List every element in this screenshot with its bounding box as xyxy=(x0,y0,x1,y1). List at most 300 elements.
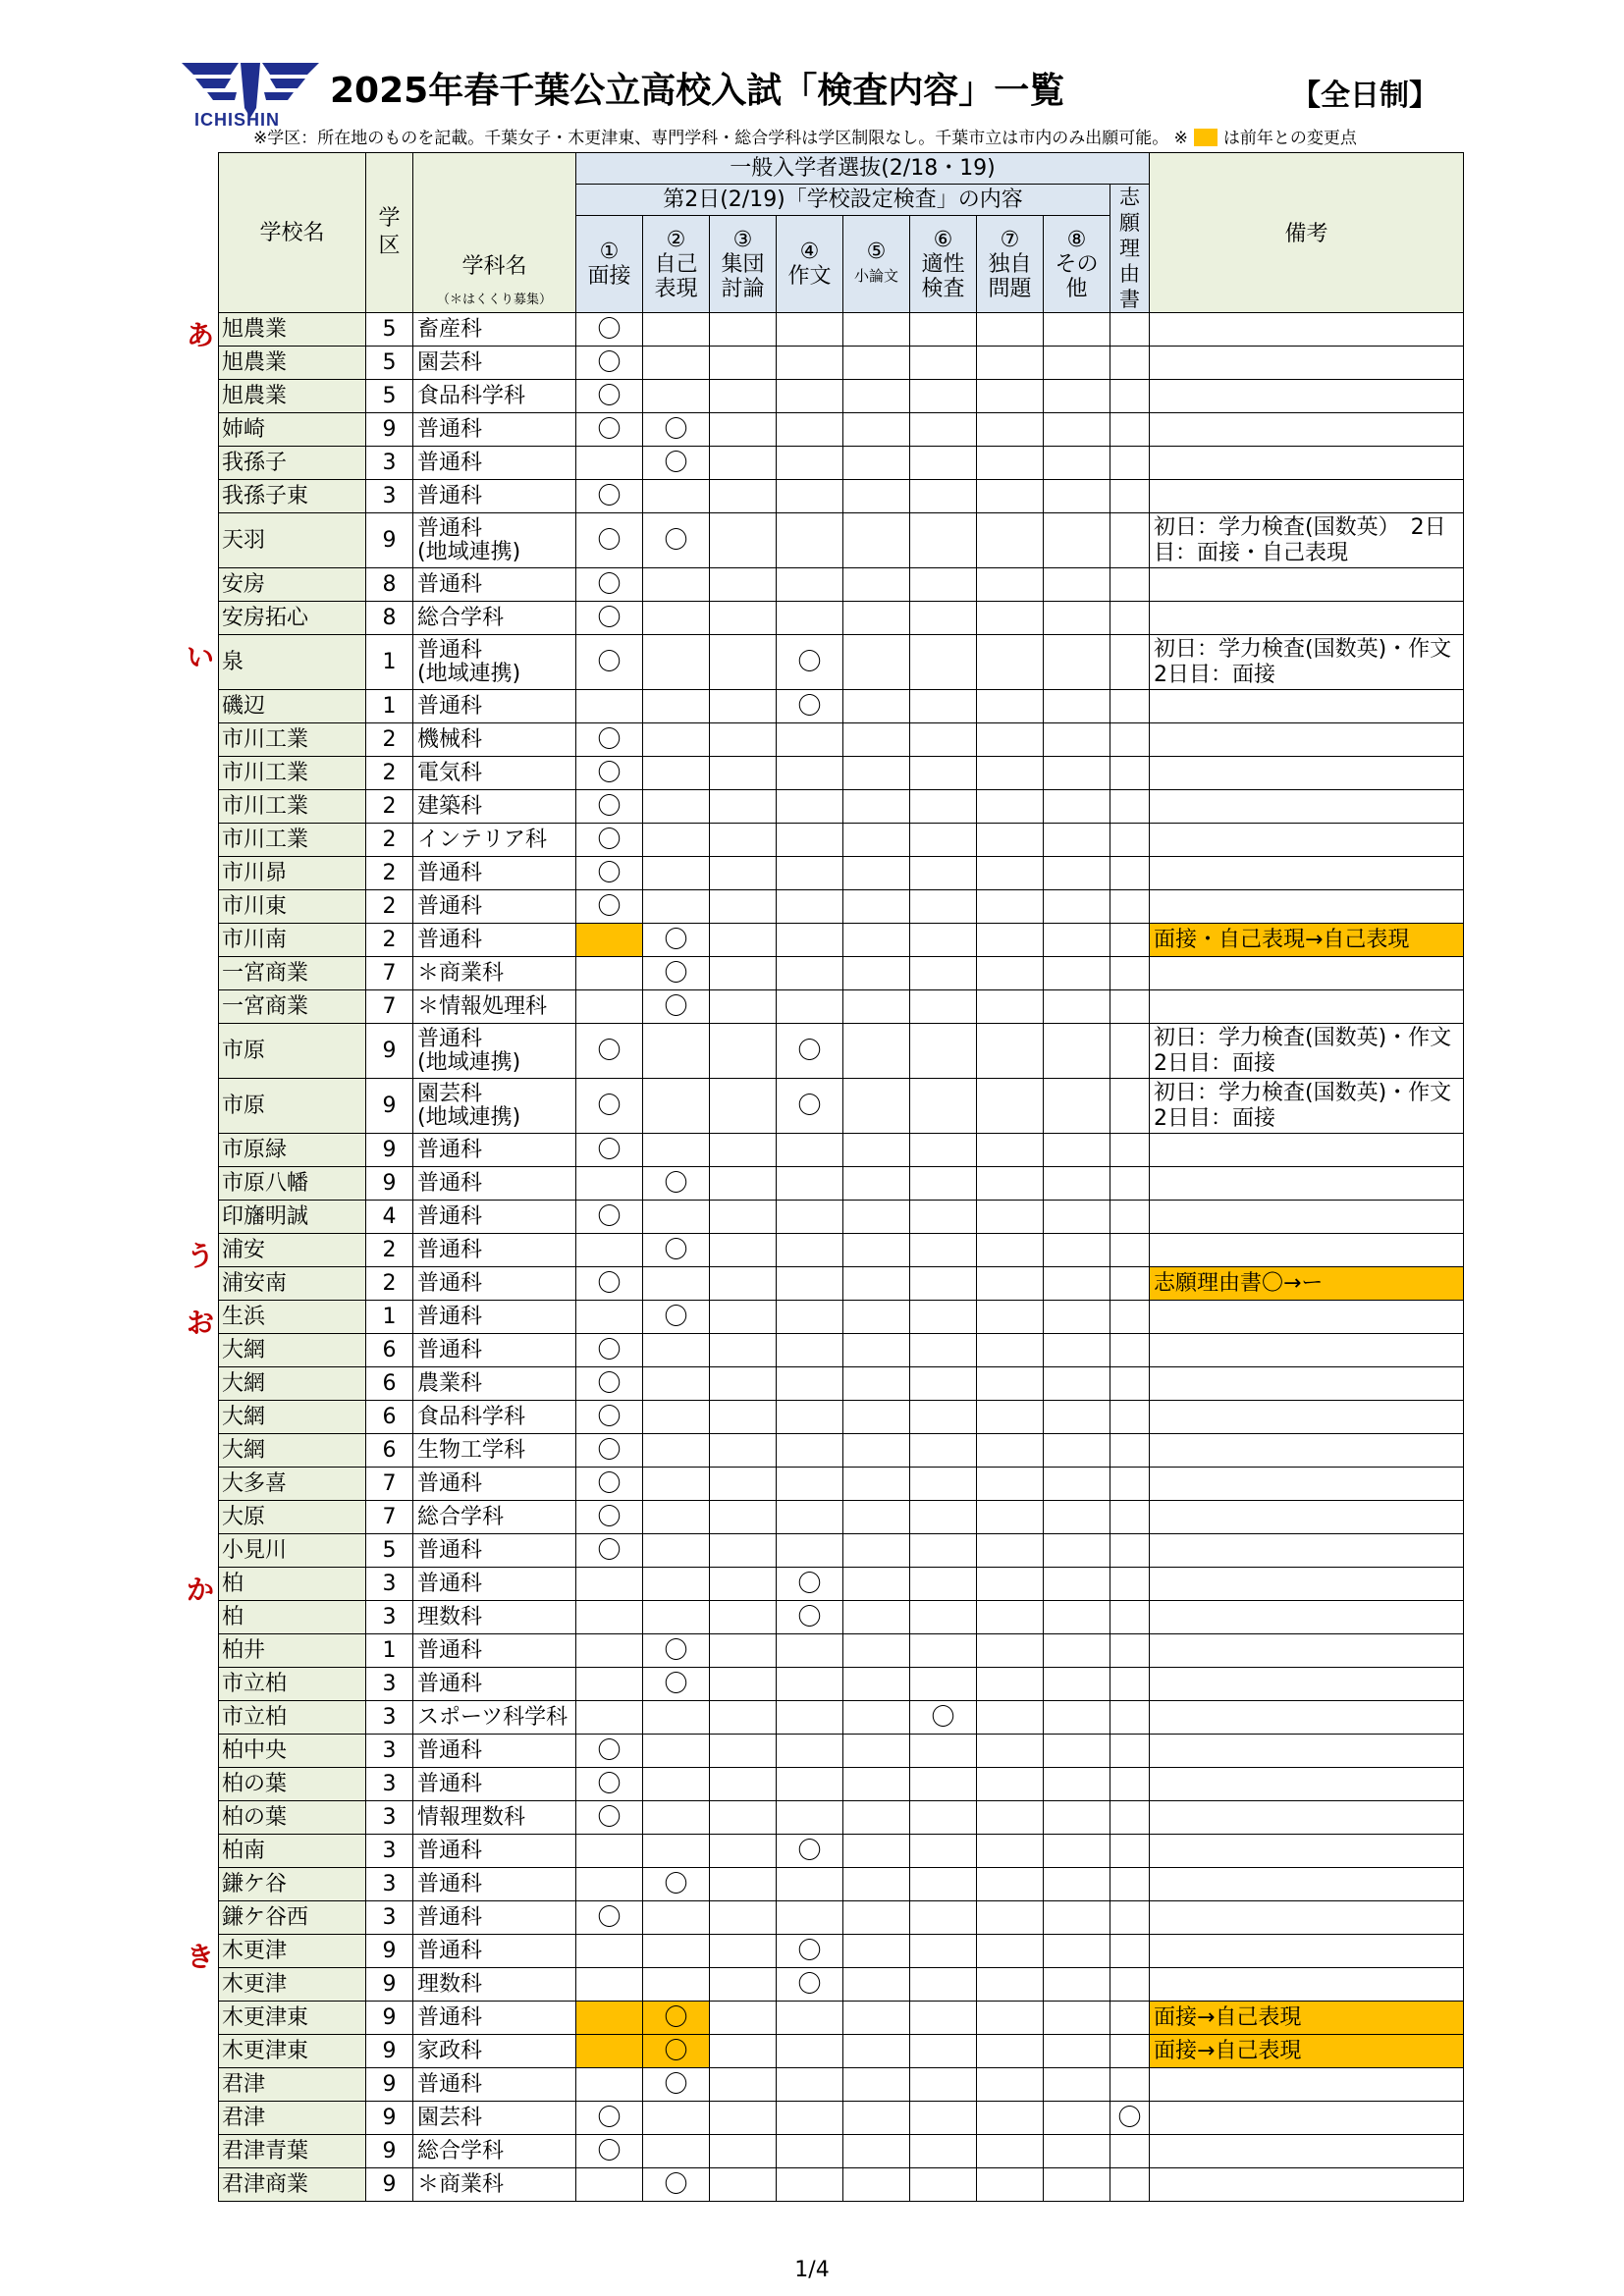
check-cell-7 xyxy=(977,1167,1044,1201)
check-cell-6 xyxy=(910,1801,977,1835)
remark-cell xyxy=(1150,1501,1464,1534)
check-cell-5 xyxy=(843,790,910,824)
dept-name xyxy=(413,347,576,380)
check-cell-1 xyxy=(576,1634,643,1668)
check-cell-3 xyxy=(710,1668,777,1701)
check-mark: 〇 xyxy=(597,1369,622,1397)
check-cell-8 xyxy=(1044,957,1110,990)
check-cell-3 xyxy=(710,1501,777,1534)
reason-cell xyxy=(1110,2168,1150,2202)
note-suffix: は前年との変更点 xyxy=(1222,129,1357,148)
district: 2 xyxy=(366,1234,413,1267)
dept-main: 普通科 xyxy=(417,484,483,508)
dept-main: 普通科 xyxy=(417,1772,483,1796)
district: 3 xyxy=(366,1868,413,1901)
check-cell-5 xyxy=(843,2135,910,2168)
check-mark: 〇 xyxy=(664,992,688,1020)
check-cell-8 xyxy=(1044,1468,1110,1501)
reason-cell xyxy=(1110,1234,1150,1267)
check-cell-4 xyxy=(777,1835,843,1868)
check-cell-1 xyxy=(576,690,643,723)
kana-section-label: き xyxy=(187,1940,215,1973)
school-name: 木更津 xyxy=(219,1968,366,2002)
check-cell-4 xyxy=(777,1968,843,2002)
check-cell-4 xyxy=(777,924,843,957)
check-cell-3 xyxy=(710,1735,777,1768)
check-cell-4 xyxy=(777,857,843,890)
reason-cell xyxy=(1110,347,1150,380)
check-cell-6 xyxy=(910,757,977,790)
check-cell-6 xyxy=(910,790,977,824)
remark-cell: 面接→自己表現 xyxy=(1150,2035,1464,2068)
check-mark: 〇 xyxy=(597,1336,622,1363)
table-row xyxy=(219,1768,1464,1801)
dept-main: 普通科 xyxy=(417,515,483,541)
school-name: 大原 xyxy=(219,1501,366,1534)
district: 9 xyxy=(366,2035,413,2068)
check-cell-3 xyxy=(710,757,777,790)
dept-main: 普通科 xyxy=(417,1204,483,1229)
check-cell-7 xyxy=(977,347,1044,380)
check-cell-7 xyxy=(977,1568,1044,1601)
check-mark: 〇 xyxy=(664,415,688,443)
highlight-swatch xyxy=(1194,129,1218,146)
check-cell-6 xyxy=(910,2168,977,2202)
school-name: 市川東 xyxy=(219,890,366,924)
check-cell-7 xyxy=(977,890,1044,924)
check-cell-1 xyxy=(576,790,643,824)
check-cell-5 xyxy=(843,1301,910,1334)
check-cell-8 xyxy=(1044,1301,1110,1334)
check-cell-6 xyxy=(910,1401,977,1434)
header-district: 学区 xyxy=(366,153,413,313)
check-cell-1 xyxy=(576,1534,643,1568)
district: 2 xyxy=(366,890,413,924)
remark-cell xyxy=(1150,757,1464,790)
remark-cell: 面接→自己表現 xyxy=(1150,2002,1464,2035)
header-c6: ⑥ 適性検査 xyxy=(910,216,977,313)
dept-main: 普通科 xyxy=(417,1338,483,1362)
reason-cell xyxy=(1110,990,1150,1024)
dept-sub: (地域連携) xyxy=(417,1104,521,1130)
table-row xyxy=(219,2068,1464,2102)
table-row xyxy=(219,1634,1464,1668)
district: 1 xyxy=(366,1301,413,1334)
check-cell-7 xyxy=(977,1134,1044,1167)
district: 9 xyxy=(366,1079,413,1134)
dept-name xyxy=(413,2035,576,2068)
check-cell-1 xyxy=(576,1801,643,1835)
check-cell-5 xyxy=(843,1234,910,1267)
check-cell-4 xyxy=(777,568,843,602)
school-name: 小見川 xyxy=(219,1534,366,1568)
check-cell-1 xyxy=(576,1935,643,1968)
check-cell-5 xyxy=(843,1267,910,1301)
check-cell-3 xyxy=(710,2068,777,2102)
dept-name xyxy=(413,924,576,957)
dept-name xyxy=(413,1501,576,1534)
table-row xyxy=(219,1935,1464,1968)
check-cell-3 xyxy=(710,1468,777,1501)
check-cell-3 xyxy=(710,313,777,347)
check-cell-6 xyxy=(910,1701,977,1735)
check-mark: 〇 xyxy=(597,1736,622,1764)
header-c4: ④ 作文 xyxy=(777,216,843,313)
remark-cell xyxy=(1150,602,1464,635)
check-cell-3 xyxy=(710,602,777,635)
check-cell-4 xyxy=(777,2102,843,2135)
check-cell-4 xyxy=(777,1024,843,1079)
table-row xyxy=(219,723,1464,757)
check-cell-5 xyxy=(843,1367,910,1401)
table-row xyxy=(219,1334,1464,1367)
check-cell-1 xyxy=(576,1901,643,1935)
check-cell-5 xyxy=(843,1601,910,1634)
header-c3: ③ 集団討論 xyxy=(710,216,777,313)
district: 2 xyxy=(366,723,413,757)
dept-main: 普通科 xyxy=(417,1672,483,1696)
check-cell-4 xyxy=(777,1534,843,1568)
check-cell-8 xyxy=(1044,447,1110,480)
dept-name xyxy=(413,1768,576,1801)
check-cell-3 xyxy=(710,857,777,890)
check-cell-3 xyxy=(710,1234,777,1267)
check-cell-3 xyxy=(710,413,777,447)
reason-cell xyxy=(1110,1768,1150,1801)
check-mark: 〇 xyxy=(797,1837,822,1864)
check-mark: 〇 xyxy=(931,1703,955,1731)
school-name: 市原 xyxy=(219,1079,366,1134)
check-cell-6 xyxy=(910,602,977,635)
check-cell-7 xyxy=(977,1634,1044,1668)
check-cell-7 xyxy=(977,568,1044,602)
dept-main: 園芸科 xyxy=(417,1081,483,1106)
dept-name xyxy=(413,1735,576,1768)
dept-name xyxy=(413,1568,576,1601)
school-name: 鎌ケ谷西 xyxy=(219,1901,366,1935)
check-cell-6 xyxy=(910,1468,977,1501)
table-row xyxy=(219,1868,1464,1901)
check-mark: 〇 xyxy=(664,2003,688,2031)
check-mark: 〇 xyxy=(797,692,822,720)
district: 8 xyxy=(366,568,413,602)
check-cell-2 xyxy=(643,1267,710,1301)
table-row xyxy=(219,2102,1464,2135)
check-cell-2 xyxy=(643,1234,710,1267)
check-cell-4 xyxy=(777,690,843,723)
dept-main: 普通科 xyxy=(417,861,483,885)
kana-section-label: あ xyxy=(187,318,215,351)
check-cell-3 xyxy=(710,1367,777,1401)
check-mark: 〇 xyxy=(597,415,622,443)
check-mark: 〇 xyxy=(664,2037,688,2064)
remark-cell: 初日：学力検査(国数英)・作文 2日目：面接 xyxy=(1150,1024,1464,1079)
check-cell-1 xyxy=(576,347,643,380)
check-mark: 〇 xyxy=(664,1303,688,1330)
dept-name xyxy=(413,2002,576,2035)
district: 3 xyxy=(366,1801,413,1835)
school-name: 浦安 xyxy=(219,1234,366,1267)
check-cell-7 xyxy=(977,2135,1044,2168)
check-cell-3 xyxy=(710,1534,777,1568)
check-cell-4 xyxy=(777,1134,843,1167)
remark-cell xyxy=(1150,1968,1464,2002)
check-cell-8 xyxy=(1044,1735,1110,1768)
check-cell-3 xyxy=(710,1401,777,1434)
check-mark: 〇 xyxy=(797,1970,822,1998)
dept-main: 普通科 xyxy=(417,928,483,952)
dept-main: 普通科 xyxy=(417,1271,483,1296)
check-cell-3 xyxy=(710,1334,777,1367)
dept-main: 生物工学科 xyxy=(417,1438,526,1463)
check-cell-6 xyxy=(910,635,977,690)
check-cell-8 xyxy=(1044,1267,1110,1301)
school-name: 木更津 xyxy=(219,1935,366,1968)
dept-main: 情報理数科 xyxy=(417,1805,526,1830)
check-cell-1 xyxy=(576,1367,643,1401)
check-cell-4 xyxy=(777,1768,843,1801)
check-cell-3 xyxy=(710,1634,777,1668)
reason-cell xyxy=(1110,1267,1150,1301)
table-row xyxy=(219,380,1464,413)
remark-cell xyxy=(1150,1568,1464,1601)
reason-cell xyxy=(1110,313,1150,347)
check-cell-4 xyxy=(777,480,843,513)
reason-cell xyxy=(1110,1334,1150,1367)
table-row xyxy=(219,1835,1464,1868)
header-c8: ⑧ その他 xyxy=(1044,216,1110,313)
check-cell-5 xyxy=(843,1501,910,1534)
check-cell-8 xyxy=(1044,1024,1110,1079)
check-cell-8 xyxy=(1044,1935,1110,1968)
check-cell-7 xyxy=(977,757,1044,790)
check-cell-4 xyxy=(777,790,843,824)
check-cell-4 xyxy=(777,1079,843,1134)
check-cell-1 xyxy=(576,480,643,513)
header-general: 一般入学者選抜(2/18・19) xyxy=(576,153,1150,185)
check-cell-5 xyxy=(843,723,910,757)
check-cell-8 xyxy=(1044,568,1110,602)
check-cell-7 xyxy=(977,2168,1044,2202)
check-cell-1 xyxy=(576,602,643,635)
reason-cell xyxy=(1110,2102,1150,2135)
school-name: 我孫子 xyxy=(219,447,366,480)
check-mark: 〇 xyxy=(597,1536,622,1564)
table-row xyxy=(219,1701,1464,1735)
dept-name xyxy=(413,1901,576,1935)
check-cell-8 xyxy=(1044,1901,1110,1935)
check-mark: 〇 xyxy=(597,482,622,509)
remark-cell xyxy=(1150,824,1464,857)
remark-cell xyxy=(1150,990,1464,1024)
check-cell-2 xyxy=(643,1601,710,1634)
dept-name xyxy=(413,757,576,790)
remark-cell xyxy=(1150,413,1464,447)
dept-sub: (地域連携) xyxy=(417,1049,521,1075)
district: 5 xyxy=(366,380,413,413)
check-cell-6 xyxy=(910,480,977,513)
check-cell-2 xyxy=(643,723,710,757)
check-cell-8 xyxy=(1044,790,1110,824)
school-name: 一宮商業 xyxy=(219,990,366,1024)
check-cell-4 xyxy=(777,2035,843,2068)
dept-main: 農業科 xyxy=(417,1371,483,1396)
check-mark: 〇 xyxy=(1117,2104,1142,2131)
remark-cell xyxy=(1150,790,1464,824)
check-cell-2 xyxy=(643,1401,710,1434)
header-c1: ① 面接 xyxy=(576,216,643,313)
check-mark: 〇 xyxy=(664,2170,688,2198)
table-row xyxy=(219,1234,1464,1267)
check-cell-8 xyxy=(1044,635,1110,690)
district: 2 xyxy=(366,790,413,824)
check-cell-6 xyxy=(910,513,977,568)
dept-main: 家政科 xyxy=(417,2039,483,2063)
school-name: 旭農業 xyxy=(219,380,366,413)
remark-cell xyxy=(1150,1835,1464,1868)
school-name: 木更津東 xyxy=(219,2002,366,2035)
check-cell-3 xyxy=(710,790,777,824)
district: 9 xyxy=(366,413,413,447)
check-cell-7 xyxy=(977,2002,1044,2035)
check-mark: 〇 xyxy=(597,570,622,598)
check-cell-6 xyxy=(910,1334,977,1367)
check-cell-5 xyxy=(843,1167,910,1201)
check-cell-5 xyxy=(843,1901,910,1935)
table-row xyxy=(219,1267,1464,1301)
dept-name xyxy=(413,1801,576,1835)
dept-name xyxy=(413,1701,576,1735)
check-cell-5 xyxy=(843,890,910,924)
dept-main: 普通科 xyxy=(417,1939,483,1963)
header-dept-note: （＊はくくり募集） xyxy=(436,293,552,307)
check-cell-3 xyxy=(710,824,777,857)
check-cell-7 xyxy=(977,1668,1044,1701)
check-cell-3 xyxy=(710,2035,777,2068)
check-mark: 〇 xyxy=(664,959,688,987)
check-mark: 〇 xyxy=(597,892,622,920)
check-cell-8 xyxy=(1044,857,1110,890)
district: 4 xyxy=(366,1201,413,1234)
check-mark: 〇 xyxy=(597,792,622,820)
reason-cell xyxy=(1110,1901,1150,1935)
dept-main: 総合学科 xyxy=(417,2139,505,2163)
remark-cell xyxy=(1150,1801,1464,1835)
school-name: 君津 xyxy=(219,2068,366,2102)
check-cell-2 xyxy=(643,313,710,347)
check-cell-3 xyxy=(710,1801,777,1835)
table-row xyxy=(219,1401,1464,1434)
check-cell-2 xyxy=(643,1835,710,1868)
school-name: 市川工業 xyxy=(219,723,366,757)
check-cell-4 xyxy=(777,890,843,924)
check-cell-3 xyxy=(710,1868,777,1901)
district: 2 xyxy=(366,924,413,957)
remark-cell xyxy=(1150,313,1464,347)
reason-cell xyxy=(1110,1735,1150,1768)
school-name: 印旛明誠 xyxy=(219,1201,366,1234)
check-cell-7 xyxy=(977,1234,1044,1267)
table-row xyxy=(219,2002,1464,2035)
check-cell-4 xyxy=(777,2002,843,2035)
district: 9 xyxy=(366,2168,413,2202)
check-mark: 〇 xyxy=(597,759,622,786)
school-name: 一宮商業 xyxy=(219,957,366,990)
page-number: 1/4 xyxy=(794,2258,830,2282)
check-cell-1 xyxy=(576,2035,643,2068)
check-cell-4 xyxy=(777,1267,843,1301)
dept-main: 普通科 xyxy=(417,1138,483,1162)
check-cell-2 xyxy=(643,957,710,990)
reason-cell xyxy=(1110,513,1150,568)
check-cell-4 xyxy=(777,2068,843,2102)
check-cell-4 xyxy=(777,723,843,757)
dept-name xyxy=(413,447,576,480)
check-cell-7 xyxy=(977,2035,1044,2068)
check-cell-1 xyxy=(576,723,643,757)
table-row xyxy=(219,957,1464,990)
check-cell-4 xyxy=(777,413,843,447)
dept-name xyxy=(413,857,576,890)
check-cell-3 xyxy=(710,1167,777,1201)
check-cell-3 xyxy=(710,1701,777,1735)
remark-cell xyxy=(1150,1735,1464,1768)
remark-cell xyxy=(1150,690,1464,723)
table-row xyxy=(219,635,1464,690)
dept-main: 普通科 xyxy=(417,894,483,919)
remark-cell xyxy=(1150,1601,1464,1634)
check-cell-7 xyxy=(977,990,1044,1024)
check-mark: 〇 xyxy=(597,382,622,409)
check-cell-6 xyxy=(910,380,977,413)
check-cell-2 xyxy=(643,1501,710,1534)
check-cell-3 xyxy=(710,1024,777,1079)
check-cell-7 xyxy=(977,1968,1044,2002)
check-cell-6 xyxy=(910,1901,977,1935)
check-cell-4 xyxy=(777,1201,843,1234)
dept-name xyxy=(413,890,576,924)
check-cell-6 xyxy=(910,890,977,924)
check-cell-2 xyxy=(643,1468,710,1501)
reason-cell xyxy=(1110,723,1150,757)
school-name: 柏の葉 xyxy=(219,1801,366,1835)
reason-cell xyxy=(1110,1079,1150,1134)
dept-name xyxy=(413,480,576,513)
check-cell-7 xyxy=(977,480,1044,513)
check-cell-7 xyxy=(977,857,1044,890)
reason-cell xyxy=(1110,1434,1150,1468)
reason-cell xyxy=(1110,380,1150,413)
check-cell-8 xyxy=(1044,1701,1110,1735)
dept-main: 食品科学科 xyxy=(417,1405,526,1429)
check-mark: 〇 xyxy=(664,449,688,476)
check-cell-1 xyxy=(576,1568,643,1601)
check-cell-4 xyxy=(777,1367,843,1401)
reason-cell xyxy=(1110,1668,1150,1701)
check-cell-2 xyxy=(643,513,710,568)
dept-main: ＊商業科 xyxy=(417,2172,505,2197)
check-cell-2 xyxy=(643,790,710,824)
check-cell-3 xyxy=(710,347,777,380)
check-cell-7 xyxy=(977,1868,1044,1901)
check-cell-1 xyxy=(576,1201,643,1234)
check-cell-8 xyxy=(1044,513,1110,568)
check-cell-8 xyxy=(1044,2068,1110,2102)
check-cell-5 xyxy=(843,1134,910,1167)
header-remarks: 備考 xyxy=(1150,153,1464,313)
check-cell-2 xyxy=(643,2102,710,2135)
remark-cell xyxy=(1150,957,1464,990)
